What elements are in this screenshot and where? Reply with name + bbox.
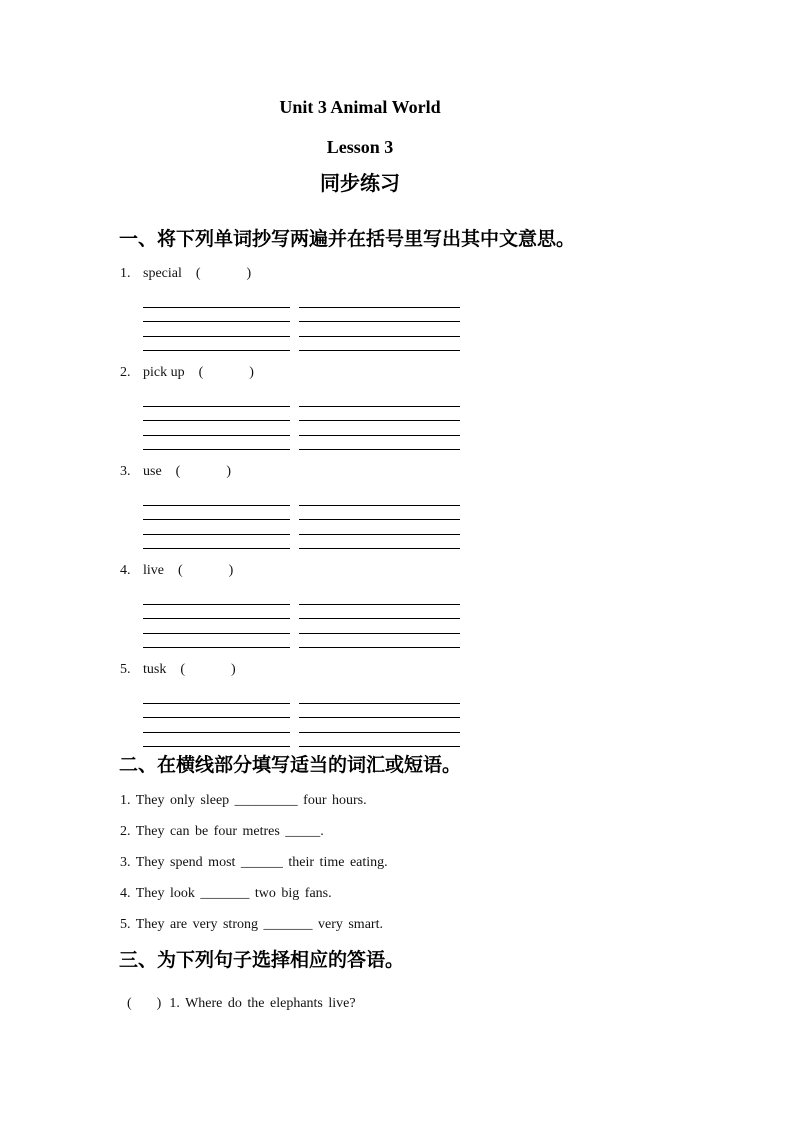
word-item [120, 365, 793, 450]
word-text: pick up [143, 365, 185, 380]
fill-blank-sentence: 1. They only sleep _________ four hours. [120, 793, 367, 808]
writing-line [299, 308, 460, 323]
word-number: 3. [120, 464, 131, 479]
word-label [120, 464, 793, 480]
word-label [120, 266, 793, 282]
paren-close: ) [246, 266, 252, 281]
fill-blank-sentence: 4. They look _______ two big fans. [120, 886, 332, 901]
answer-choice-list [0, 996, 793, 1012]
word-text: use [143, 464, 162, 479]
paren-close: ) [231, 662, 236, 677]
writing-line [143, 308, 290, 323]
writing-line [299, 392, 460, 407]
word-number: 5. [120, 662, 131, 677]
word-copy-list [0, 266, 793, 747]
copy-lines [143, 392, 793, 450]
doc-title-lesson: Lesson 3 [326, 137, 394, 157]
word-item [120, 464, 793, 549]
fill-blank-sentence: 2. They can be four metres _____. [120, 824, 324, 839]
writing-line [143, 407, 290, 422]
paren-close: ) [249, 365, 254, 380]
writing-line [299, 293, 460, 308]
section-two-heading: 二、在横线部分填写适当的词汇或短语。 [119, 755, 462, 776]
copy-lines-column [299, 590, 460, 648]
word-item [120, 563, 793, 648]
word-item [120, 266, 793, 351]
answer-paren-open: ( [127, 996, 132, 1011]
writing-line [299, 322, 460, 337]
doc-title-unit: Unit 3 Animal World [279, 97, 441, 117]
word-item [120, 662, 793, 747]
paren-open: ( [180, 662, 186, 677]
writing-line [143, 421, 290, 436]
writing-line [143, 733, 290, 748]
writing-line [143, 520, 290, 535]
writing-line [299, 689, 460, 704]
paren-close: ) [226, 464, 232, 479]
title-block [0, 0, 720, 196]
word-label [120, 563, 793, 579]
copy-lines-column [143, 590, 290, 648]
section-one-heading: 一、将下列单词抄写两遍并在括号里写出其中文意思。 [119, 229, 576, 250]
fill-blank-sentence: 3. They spend most ______ their time eating. [120, 855, 388, 870]
writing-line [299, 718, 460, 733]
writing-line [143, 491, 290, 506]
writing-line [143, 322, 290, 337]
writing-line [299, 634, 460, 649]
writing-line [143, 293, 290, 308]
word-number: 1. [120, 266, 131, 281]
writing-line [143, 337, 290, 352]
copy-lines [143, 293, 793, 351]
paren-open: ( [175, 464, 181, 479]
word-text: tusk [143, 662, 167, 677]
section-three-heading: 三、为下列句子选择相应的答语。 [119, 950, 405, 971]
copy-lines [143, 491, 793, 549]
word-text: special [143, 266, 182, 281]
writing-line [299, 407, 460, 422]
fill-blank-sentence: 5. They are very strong _______ very smart. [120, 917, 383, 932]
copy-lines-column [299, 293, 460, 351]
writing-line [299, 506, 460, 521]
writing-line [299, 421, 460, 436]
doc-subtitle: 同步练习 [320, 173, 400, 195]
writing-line [299, 733, 460, 748]
word-number: 2. [120, 365, 131, 380]
writing-line [143, 704, 290, 719]
question-text: 1. Where do the elephants live? [169, 996, 356, 1011]
copy-lines-column [143, 392, 290, 450]
writing-line [143, 634, 290, 649]
copy-lines-column [299, 689, 460, 747]
writing-line [143, 392, 290, 407]
writing-line [299, 337, 460, 352]
writing-line [143, 535, 290, 550]
copy-lines-column [299, 392, 460, 450]
word-label [120, 662, 793, 678]
copy-lines [143, 689, 793, 747]
writing-line [143, 689, 290, 704]
writing-line [299, 520, 460, 535]
writing-line [143, 590, 290, 605]
copy-lines [143, 590, 793, 648]
answer-paren-close: ) [156, 996, 162, 1011]
writing-line [143, 605, 290, 620]
writing-line [143, 436, 290, 451]
copy-lines-column [143, 689, 290, 747]
answer-choice-line [127, 996, 793, 1012]
writing-line [299, 436, 460, 451]
fill-blank-list [0, 793, 793, 933]
writing-line [143, 506, 290, 521]
word-text: live [143, 563, 164, 578]
copy-lines-column [143, 491, 290, 549]
word-label [120, 365, 793, 381]
paren-open: ( [195, 266, 201, 281]
writing-line [299, 619, 460, 634]
word-number: 4. [120, 563, 131, 578]
copy-lines-column [143, 293, 290, 351]
writing-line [143, 718, 290, 733]
paren-open: ( [198, 365, 204, 380]
writing-line [299, 535, 460, 550]
writing-line [299, 605, 460, 620]
writing-line [299, 590, 460, 605]
paren-close: ) [228, 563, 234, 578]
writing-line [143, 619, 290, 634]
writing-line [299, 491, 460, 506]
writing-line [299, 704, 460, 719]
paren-open: ( [178, 563, 183, 578]
copy-lines-column [299, 491, 460, 549]
